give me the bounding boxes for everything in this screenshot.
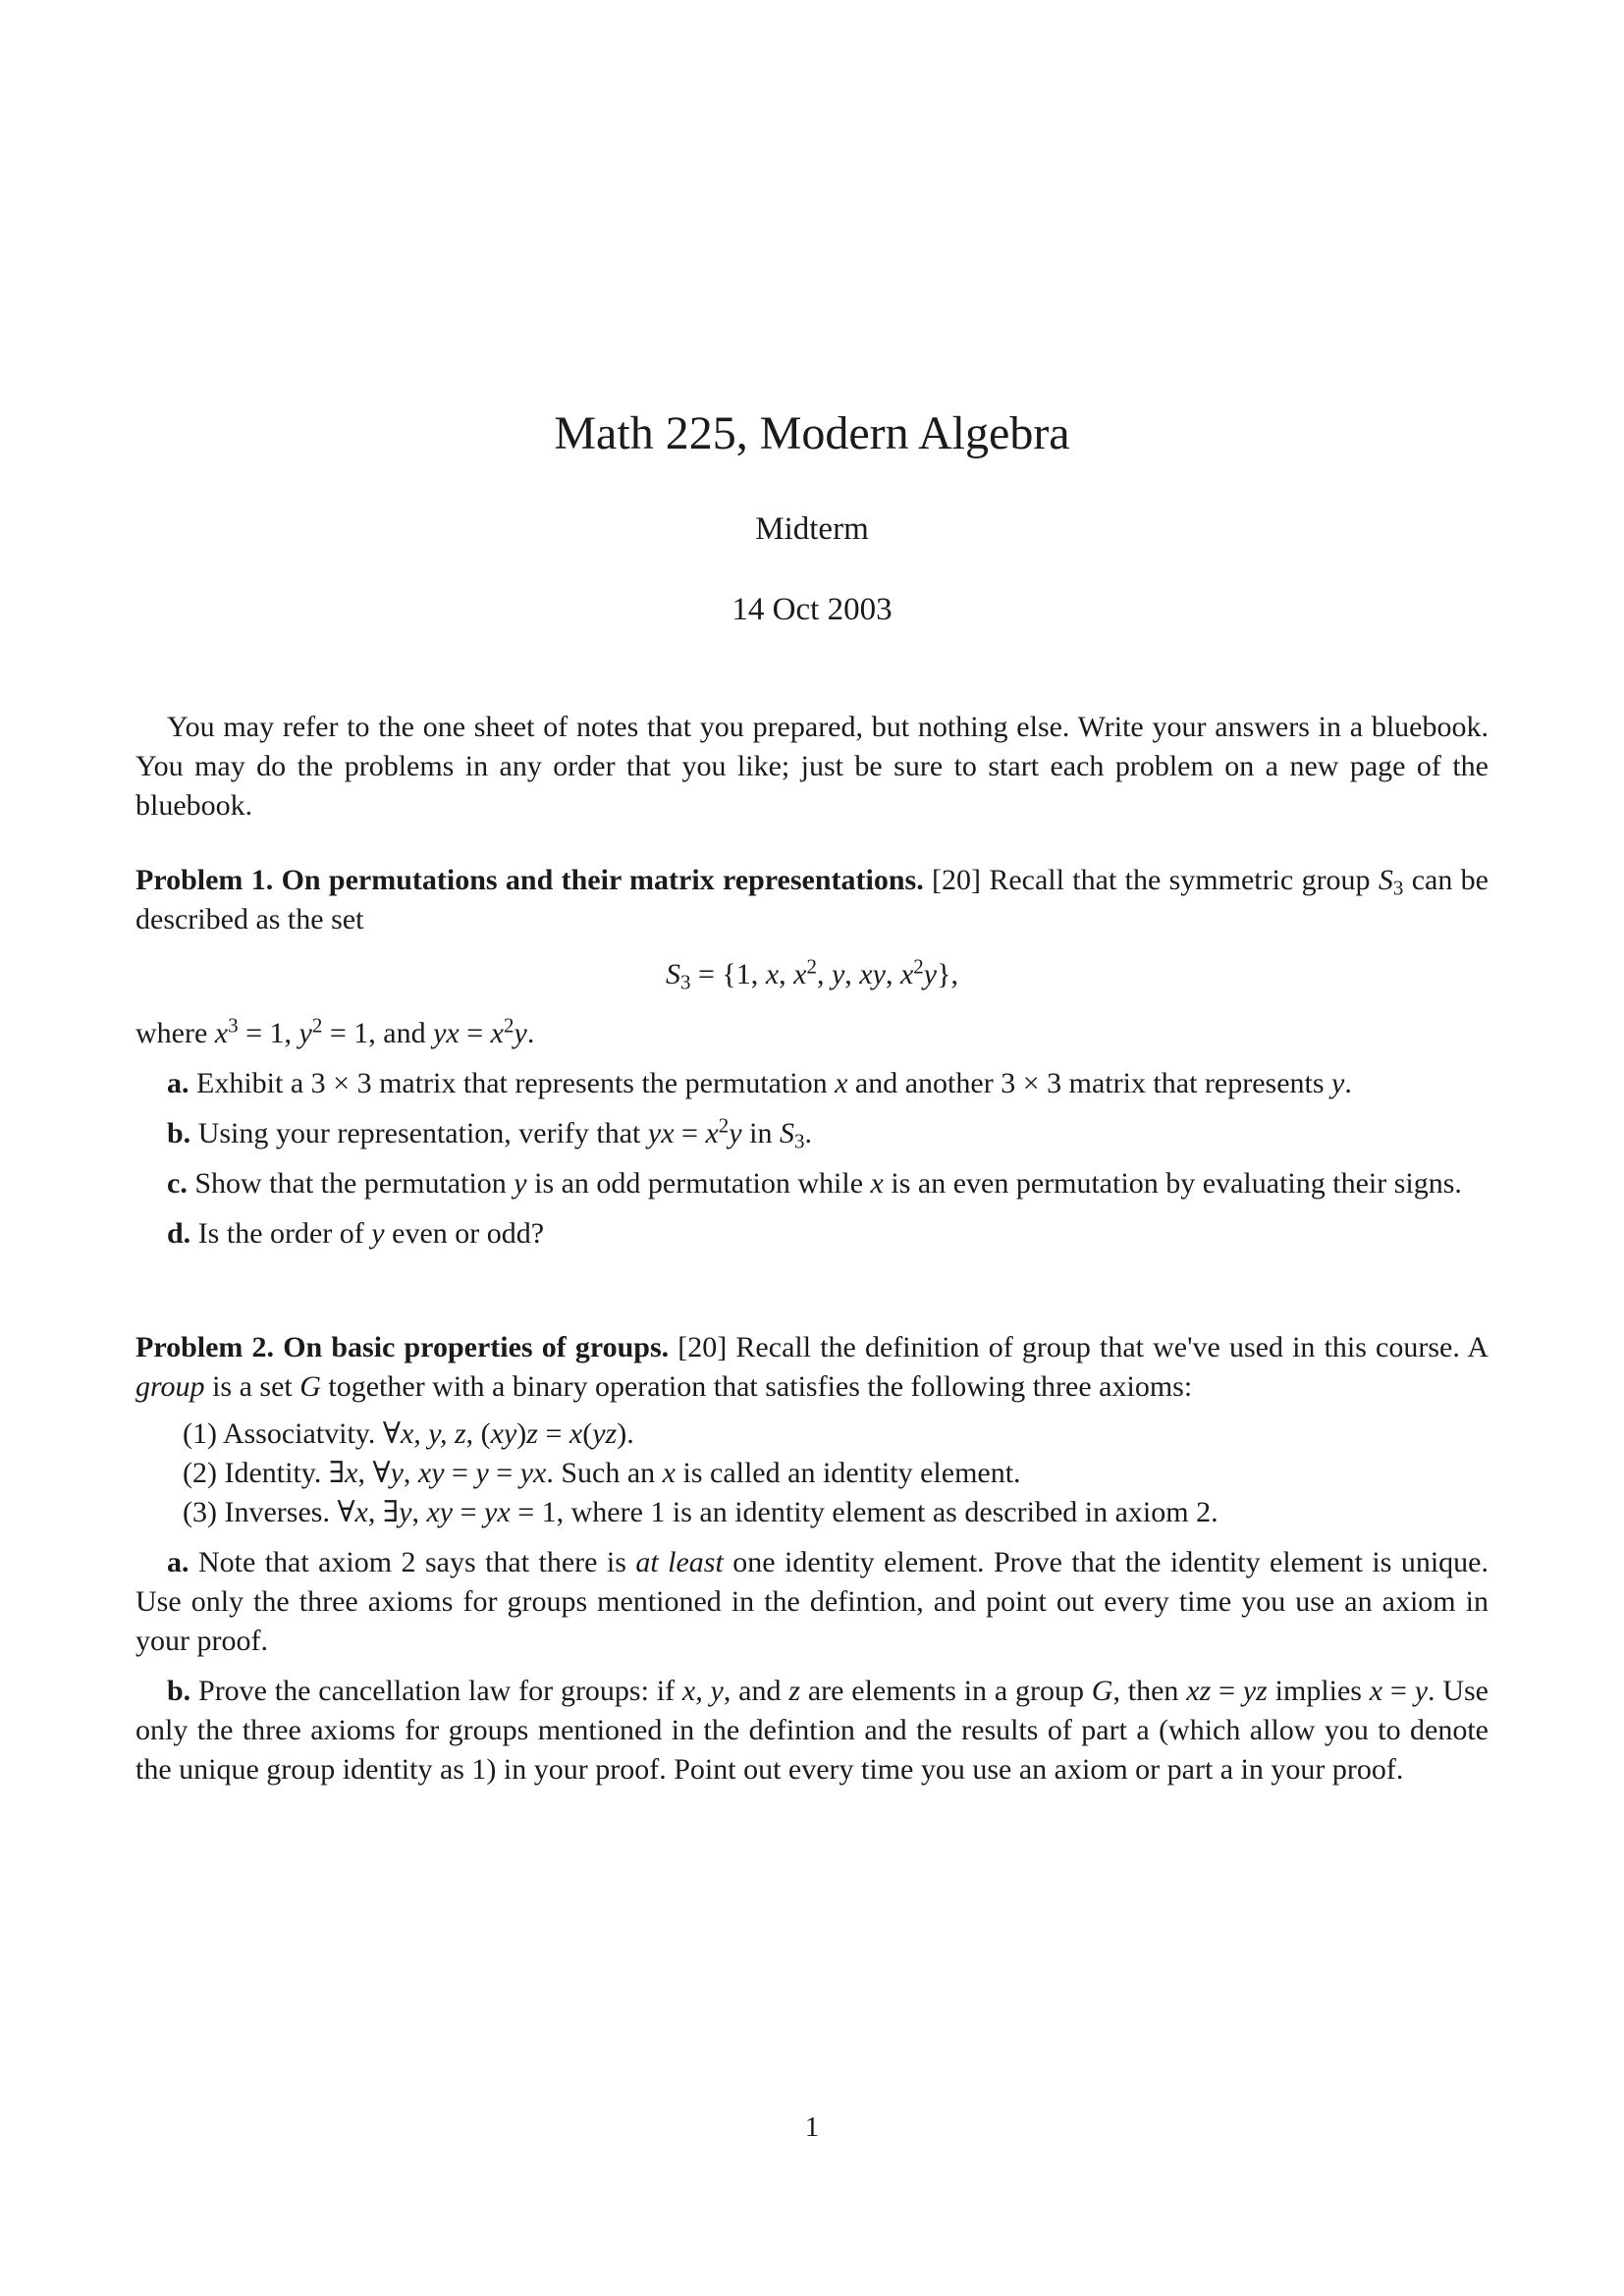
exam-date: 14 Oct 2003 [731,592,893,627]
problem1-display-equation: S3 = {1, x, $x^2$, y, xy, $x^2y$}, [665,954,958,994]
problem1-part-a: a. Exhibit a 3 × 3 matrix that represents the permutation x and another 3 × 3 matrix that represents y. [167,1067,1352,1099]
problem2-axiom-3: (3) Inverses. ∀x, ∃y, xy = yx = 1, where 1 is an identity element as described in axiom 2. [183,1496,1218,1528]
instructions-paragraph: You may refer to the one sheet of notes that you prepared, but nothing else. Write your answers in a bluebook. You may do the problems in any order that you like; just be sure to start each problem on a new page of the bluebook. [135,711,1489,822]
problem1-part-b: b. Using your representation, verify that yx = $x^2y$ in S3. [167,1113,812,1153]
page-title: Math 225, Modern Algebra [554,407,1070,459]
problem2-heading-paragraph: Problem 2. On basic properties of groups. [20] Recall the definition of group that we've used in this course. A group is a set G together with a binary operation that satisfies the following three axioms: [135,1331,1489,1403]
problem2-part-a: a. Note that axiom 2 says that there is at least one identity element. Prove that the identity element is unique. Use only the three axioms for groups mentioned in the defintion, and point out every time you use an axiom in your proof. [135,1546,1489,1657]
page-number: 1 [804,2111,820,2143]
problem1-part-d: d. Is the order of y even or odd? [167,1217,545,1250]
problem2-axiom-1: (1) Associatvity. ∀x, y, z, (xy)z = x(yz). [183,1417,634,1450]
problem2-axiom-2: (2) Identity. ∃x, ∀y, xy = y = yx. Such an x is called an identity element. [183,1457,1021,1489]
problem2-part-b: b. Prove the cancellation law for groups: if x, y, and z are elements in a group G, then xz = yz implies x = y. Use only the three axioms for groups mentioned in the defintion and the results of part a (which allow you to denote the unique group identity as 1) in your proof. Point out every time you use an axiom or part a in your proof. [135,1675,1489,1786]
problem1-part-c: c. Show that the permutation y is an odd permutation while x is an even permutation by evaluating their signs. [167,1167,1462,1200]
problem1-where-line: where $x^3 = 1$, $y^2 = 1$, and yx = $x^2y$. [135,1013,535,1049]
exam-subtitle: Midterm [755,511,869,547]
problem1-heading-paragraph: Problem 1. On permutations and their matrix representations. [20] Recall that the symmetric group S3 can be described as the set [135,864,1489,935]
